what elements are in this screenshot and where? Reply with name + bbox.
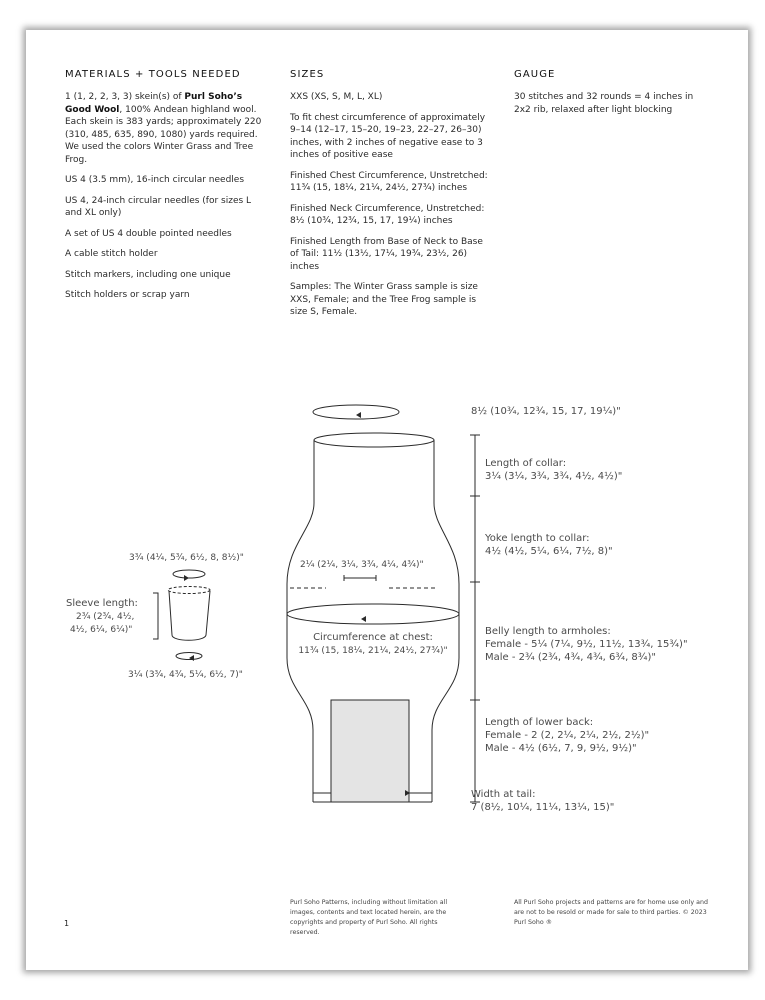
sleeve-outline [169,591,210,640]
sleeve-length-bracket [153,593,158,639]
sleeve-bottom-label: 3¼ (3¾, 4¾, 5¼, 6½, 7)" [128,670,243,680]
page-number: 1 [64,919,70,928]
lower-back-female: Female - 2 (2, 2¼, 2¼, 2½, 2½)" [485,730,650,741]
sleeve-top-opening [168,587,210,594]
sleeve-bottom-marker [176,653,202,660]
sizes-paragraph: Finished Chest Circumference, Unstretched: 11¾ (15, 18¼, 21¼, 24½, 27¾) inches [290,170,488,193]
materials-item: A cable stitch holder [65,249,158,259]
collar-length-label: Length of collar: [485,458,567,469]
lower-back-label: Length of lower back: [485,717,594,728]
yoke-length-value: 4½ (4½, 5¼, 6¼, 7½, 8)" [485,546,613,557]
sweater-schematic [26,30,748,970]
neck-circumference-marker [313,405,399,419]
gauge-heading: GAUGE [514,69,556,80]
collar-opening [314,433,434,447]
sleeve-length-label: Sleeve length: [66,598,138,609]
sizes-paragraph: XXS (XS, S, M, L, XL) [290,92,383,102]
sizes-paragraph: Finished Neck Circumference, Unstretched: 8½ (10¾, 12¾, 15, 17, 19¼) inches [290,203,485,226]
sizes-heading: SIZES [290,69,325,80]
lower-back-male: Male - 4½ (6½, 7, 9, 9½, 9½)" [485,743,637,754]
sleeve-top-arrow-icon [184,575,189,581]
neck-arrow-icon [356,412,361,418]
gauge-text: 30 stitches and 32 rounds = 4 inches in 2x2 rib, relaxed after light blocking [514,92,694,115]
neck-circ-label: 8½ (10¾, 12¾, 15, 17, 19¼)" [471,406,621,417]
materials-item: Stitch markers, including one unique [65,269,231,280]
chest-circ-label: Circumference at chest: [313,632,433,643]
materials-item: US 4, 24-inch circular needles (for sizes L and XL only) [65,195,252,218]
sleeve-length-value-1: 2¾ (2¾, 4½, [76,612,135,622]
yoke-length-label: Yoke length to collar: [485,533,590,544]
sleeve-top-label: 3¾ (4¼, 5¾, 6½, 8, 8½)" [129,553,244,563]
materials-item: US 4 (3.5 mm), 16-inch circular needles [65,175,245,185]
armhole-gap-arrow [344,575,376,581]
belly-length-male: Male - 2¾ (2¾, 4¾, 4¾, 6¾, 8¾)" [485,652,656,663]
collar-length-value: 3¼ (3¼, 3¾, 3¾, 4½, 4½)" [485,471,623,482]
belly-length-female: Female - 5¼ (7¼, 9½, 11½, 13¾, 15¾)" [485,639,688,650]
chest-arrow-icon [361,616,366,622]
copyright-notice: Purl Soho Patterns, including without limitation all images, contents and text located herein, are the copyrights and property of Purl Soho. All rights reserved. [290,899,448,936]
tail-width-value: 7 (8½, 10¼, 11¼, 13¼, 15)" [471,802,615,813]
yarn-name-link[interactable]: Purl Soho’s Good Wool [65,92,243,115]
chest-circumference-marker [287,604,459,624]
chest-circ-value: 11¾ (15, 18¼, 21¼, 24½, 27¾)" [298,646,448,656]
sizes-paragraph: Finished Length from Base of Neck to Base of Tail: 11½ (13½, 17¼, 19¾, 23½, 26) inches [290,236,483,272]
materials-item: A set of US 4 double pointed needles [65,228,232,239]
sizes-paragraph: To fit chest circumference of approximately 9–14 (12–17, 15–20, 19–23, 22–27, 26–30) inches, with 2 inches of negative ease to 3 inches of positive ease [290,112,486,160]
yarn-prefix: 1 (1, 2, 2, 3, 3) skein(s) of [65,92,185,102]
sleeve-top-marker [173,570,205,578]
lower-back-panel [331,700,409,802]
tail-width-label: Width at tail: [471,789,536,800]
pattern-page [26,30,748,970]
yarn-suffix: , 100% Andean highland wool. Each skein is 383 yards; approximately 220 (310, 485, 635, 890, 1080) yards required. We used the colors Winter Grass and Tree Frog. [65,104,262,165]
materials-heading: MATERIALS + TOOLS NEEDED [65,69,241,80]
armhole-gap-label: 2¼ (2¼, 3¼, 3¾, 4¼, 4¾)" [300,560,424,570]
sleeve-length-value-2: 4½, 6¼, 6¼)" [70,625,133,635]
materials-item: Stitch holders or scrap yarn [65,290,190,300]
sizes-paragraph: Samples: The Winter Grass sample is size XXS, Female; and the Tree Frog sample is size S, Female. [290,282,478,317]
belly-length-label: Belly length to armholes: [485,626,611,637]
usage-notice: All Purl Soho projects and patterns are for home use only and are not to be resold or made for sale to third parties. © 2023 Purl Soho ® [514,899,708,926]
sleeve-bottom-arrow-icon [189,655,194,661]
